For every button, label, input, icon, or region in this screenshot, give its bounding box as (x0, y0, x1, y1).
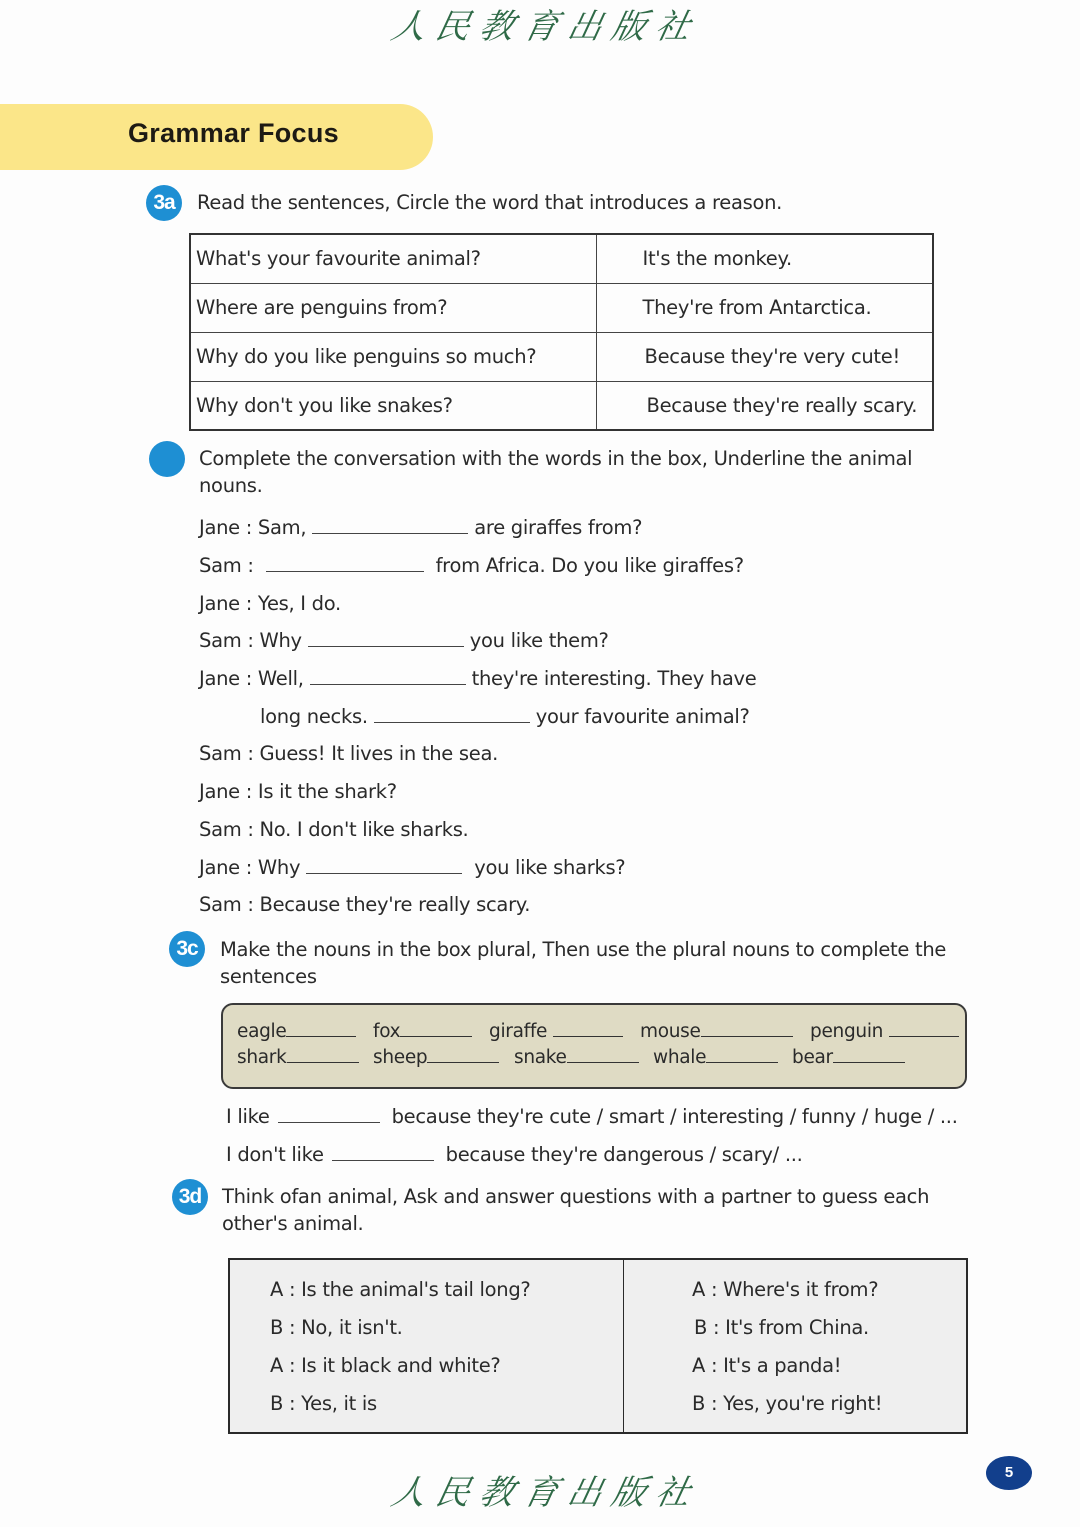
dialogue-text: are giraffes from? (474, 516, 643, 539)
answer-cell: They're from Antarctica. (596, 283, 933, 332)
dialogue-line (199, 514, 642, 542)
answer-blank[interactable] (312, 514, 468, 534)
badge-3c: 3c (169, 931, 205, 967)
table-row (190, 332, 933, 381)
dialogue-line (199, 665, 757, 693)
sentence-line (226, 1141, 803, 1166)
badge-3d: 3d (172, 1179, 208, 1215)
dialogue-line: Sam : No. I don't like sharks. (199, 818, 469, 841)
plural-blank[interactable] (286, 1019, 356, 1037)
word-item (514, 1045, 639, 1068)
publisher-logo-footer (387, 1468, 705, 1518)
word-box (221, 1003, 967, 1089)
table-row (190, 234, 933, 283)
answer-cell: Because they're very cute! (596, 332, 933, 381)
answer-blank[interactable] (374, 703, 530, 723)
instruction-3b-line1: Complete the conversation with the words in the box, Underline the animal (199, 447, 913, 470)
dialogue-text: your favourite animal? (535, 705, 750, 728)
reason-table (189, 233, 934, 431)
word-label: eagle (237, 1021, 287, 1042)
instruction-3a: Read the sentences, Circle the word that introduces a reason. (197, 191, 783, 214)
page-number-badge: 5 (986, 1456, 1032, 1490)
word-item (489, 1019, 623, 1042)
dialogue-line (260, 703, 750, 731)
answer-cell: It's the monkey. (596, 234, 933, 283)
dialogue-text: long necks. (260, 705, 368, 728)
dialogue-line: B : Yes, it is (270, 1392, 377, 1415)
dialogue-text: you like sharks? (474, 856, 626, 879)
question-cell: What's your favourite animal? (190, 234, 596, 283)
word-item (237, 1019, 356, 1042)
dialogue-line: B : Yes, you're right! (692, 1392, 883, 1415)
dialogue-column-left (230, 1260, 624, 1432)
word-item (810, 1019, 959, 1042)
dialogue-line: A : It's a panda! (692, 1354, 842, 1377)
word-label: shark (237, 1047, 287, 1068)
table-row (190, 381, 933, 430)
plural-blank[interactable] (567, 1045, 639, 1063)
publisher-logo-text: 人民教育出版社 (387, 1473, 705, 1513)
plural-blank[interactable] (287, 1045, 359, 1063)
dialogue-line (199, 627, 609, 655)
answer-cell: Because they're really scary. (596, 381, 933, 430)
word-label: fox (373, 1021, 401, 1042)
plural-blank[interactable] (889, 1019, 959, 1037)
sentence-text: because they're dangerous / scary/ ... (445, 1143, 803, 1166)
publisher-logo-text: 人民教育出版社 (387, 7, 705, 47)
answer-blank[interactable] (332, 1141, 434, 1161)
dialogue-line: B : No, it isn't. (270, 1316, 403, 1339)
dialogue-text: they're interesting. They have (471, 667, 757, 690)
answer-blank[interactable] (310, 665, 466, 685)
dialogue-text: Sam : (199, 554, 254, 577)
page-title: Grammar Focus (128, 118, 339, 148)
sentence-text: I like (226, 1105, 270, 1128)
dialogue-text: Sam : Why (199, 629, 302, 652)
dialogue-line: Sam : Because they're really scary. (199, 893, 531, 916)
word-item (373, 1045, 499, 1068)
dialogue-text: Jane : Why (199, 856, 301, 879)
plural-blank[interactable] (833, 1045, 905, 1063)
word-label: whale (653, 1047, 707, 1068)
instruction-3c-line1: Make the nouns in the box plural, Then use the plural nouns to complete the (220, 938, 947, 961)
word-label: mouse (640, 1021, 701, 1042)
plural-blank[interactable] (706, 1045, 778, 1063)
dialogue-line (199, 854, 625, 882)
instruction-3d-line2: other's animal. (222, 1212, 364, 1235)
table-row (190, 283, 933, 332)
word-item (237, 1045, 359, 1068)
grammar-focus-banner (0, 104, 433, 170)
badge-3b (149, 441, 185, 477)
instruction-3d-line1: Think ofan animal, Ask and answer questions with a partner to guess each (222, 1185, 930, 1208)
dialogue-line: Jane : Yes, I do. (199, 592, 341, 615)
dialogue-example-box (228, 1258, 968, 1434)
plural-blank[interactable] (427, 1045, 499, 1063)
instruction-3b-line2: nouns. (199, 474, 263, 497)
plural-blank[interactable] (553, 1019, 623, 1037)
question-cell: Why don't you like snakes? (190, 381, 596, 430)
publisher-logo (387, 2, 705, 52)
question-cell: Where are penguins from? (190, 283, 596, 332)
dialogue-line: B : It's from China. (694, 1316, 869, 1339)
word-item (373, 1019, 472, 1042)
dialogue-line: Jane : Is it the shark? (199, 780, 397, 803)
answer-blank[interactable] (278, 1103, 380, 1123)
word-item (640, 1019, 793, 1042)
sentence-text: because they're cute / smart / interesting / funny / huge / ... (391, 1105, 958, 1128)
answer-blank[interactable] (306, 854, 462, 874)
question-cell: Why do you like penguins so much? (190, 332, 596, 381)
dialogue-text: Jane : Sam, (199, 516, 307, 539)
dialogue-text: you like them? (469, 629, 609, 652)
word-label: snake (514, 1047, 567, 1068)
answer-blank[interactable] (308, 627, 464, 647)
plural-blank[interactable] (701, 1019, 793, 1037)
badge-3a: 3a (146, 185, 182, 221)
word-item (653, 1045, 778, 1068)
dialogue-line: A : Where's it from? (692, 1278, 879, 1301)
dialogue-text: Jane : Well, (199, 667, 304, 690)
sentence-text: I don't like (226, 1143, 324, 1166)
dialogue-text: from Africa. Do you like giraffes? (435, 554, 744, 577)
plural-blank[interactable] (400, 1019, 472, 1037)
instruction-3c-line2: sentences (220, 965, 317, 988)
word-item (792, 1045, 905, 1068)
dialogue-line: A : Is the animal's tail long? (270, 1278, 531, 1301)
word-label: bear (792, 1047, 833, 1068)
dialogue-line (199, 552, 744, 580)
word-label: sheep (373, 1047, 428, 1068)
sentence-line (226, 1103, 958, 1128)
answer-blank[interactable] (266, 552, 424, 572)
dialogue-column-right (624, 1260, 966, 1432)
word-label: penguin (810, 1021, 884, 1042)
dialogue-line: A : Is it black and white? (270, 1354, 501, 1377)
dialogue-line: Sam : Guess! It lives in the sea. (199, 742, 498, 765)
word-label: giraffe (489, 1021, 548, 1042)
